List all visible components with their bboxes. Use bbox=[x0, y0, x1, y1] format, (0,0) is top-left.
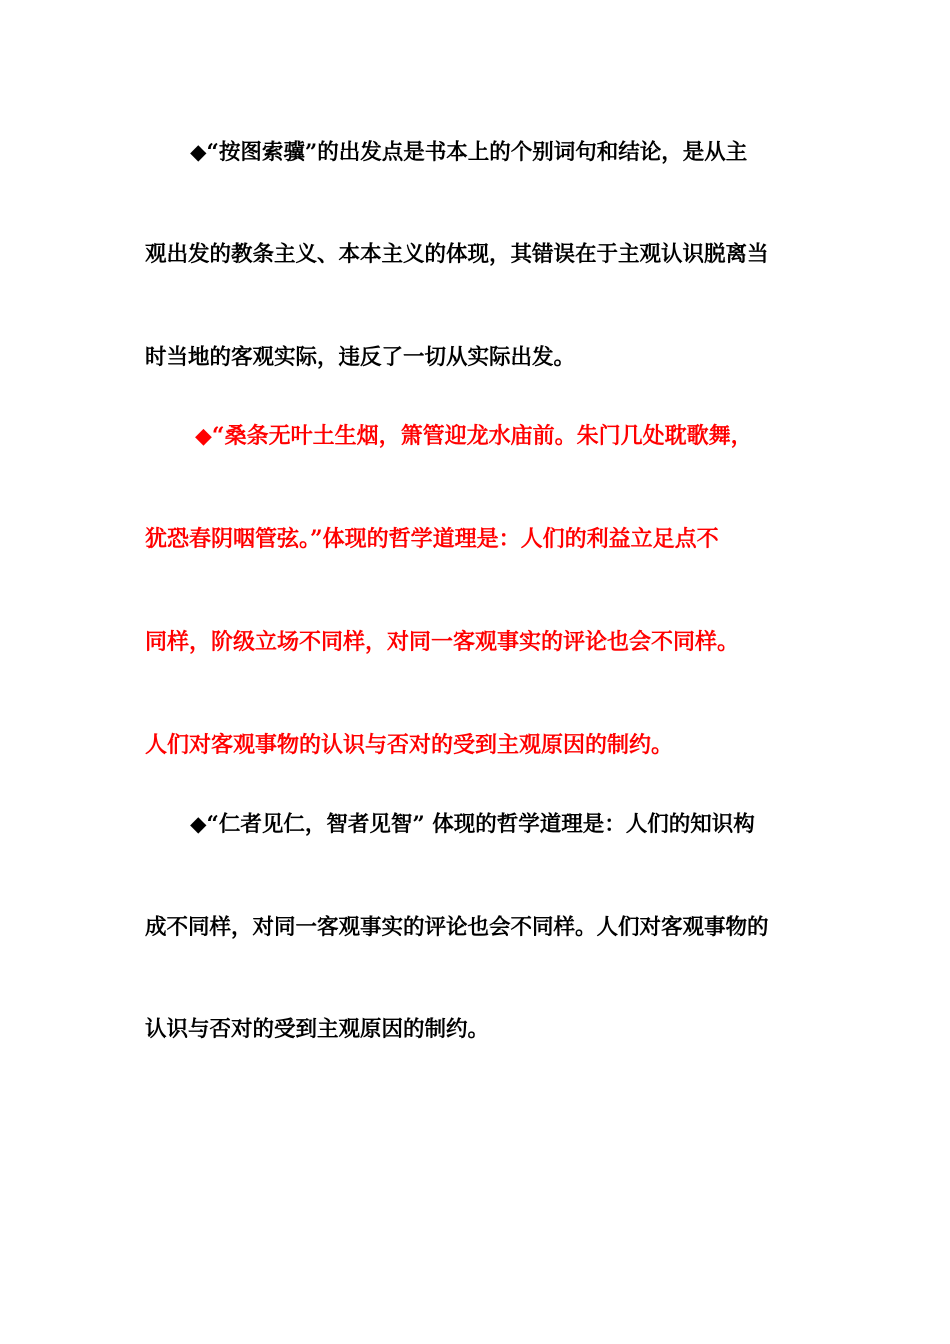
paragraph-1-line-3: 时当地的客观实际，违反了一切从实际出发。 bbox=[145, 345, 576, 370]
paragraph-3-line-1: ◆“仁者见仁，智者见智” 体现的哲学道理是：人们的知识构 bbox=[190, 812, 755, 837]
paragraph-2-line-4: 人们对客观事物的认识与否对的受到主观原因的制约。 bbox=[145, 732, 674, 758]
paragraph-2-line-2: 犹恐春阴咽管弦。”体现的哲学道理是：人们的利益立足点不 bbox=[145, 526, 719, 552]
paragraph-2-line-3: 同样，阶级立场不同样，对同一客观事实的评论也会不同样。 bbox=[145, 629, 740, 655]
paragraph-1-line-2: 观出发的教条主义、本本主义的体现，其错误在于主观认识脱离当 bbox=[145, 242, 769, 267]
paragraph-3-line-2: 成不同样，对同一客观事实的评论也会不同样。人们对客观事物的 bbox=[145, 915, 769, 940]
paragraph-2-line-1: ◆“桑条无叶土生烟，箫管迎龙水庙前。朱门几处耽歌舞， bbox=[195, 423, 753, 449]
paragraph-3-line-3: 认识与否对的受到主观原因的制约。 bbox=[145, 1017, 490, 1042]
paragraph-1-line-1: ◆“按图索骥”的出发点是书本上的个别词句和结论，是从主 bbox=[190, 140, 748, 165]
